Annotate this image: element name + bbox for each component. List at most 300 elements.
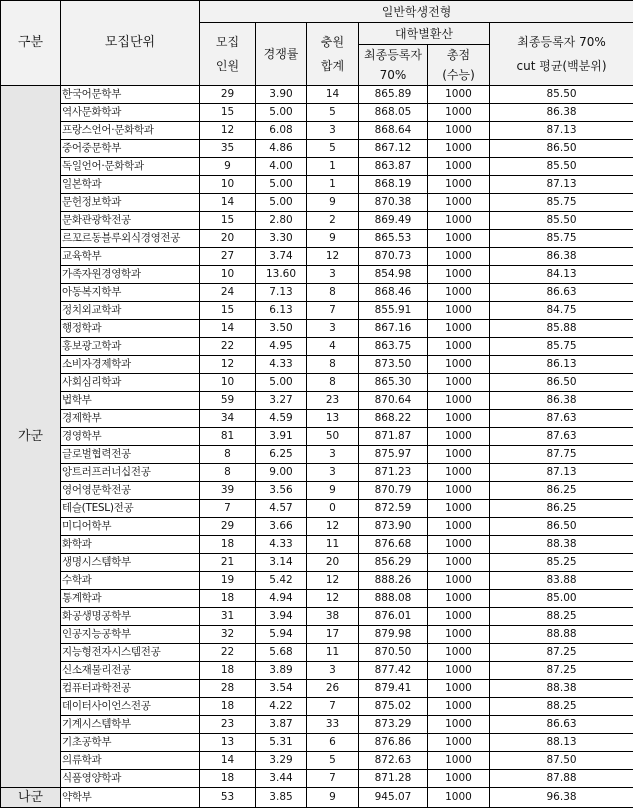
cell-percentile: 88.13	[490, 734, 633, 752]
cell-total-score: 1000	[428, 680, 490, 698]
cell-final-70: 856.29	[359, 554, 428, 572]
header-quota: 모집 인원	[200, 23, 256, 86]
table-row	[1, 446, 633, 464]
cell-final-70: 945.07	[359, 788, 428, 808]
header-unit: 모집단위	[61, 1, 200, 86]
cell-final-70: 879.41	[359, 680, 428, 698]
cell-unit: 역사문화학과	[61, 104, 200, 122]
cell-final-70: 868.64	[359, 122, 428, 140]
cell-quota: 22	[200, 338, 256, 356]
cell-percentile: 87.75	[490, 446, 633, 464]
cell-waitlist: 8	[307, 374, 359, 392]
cell-quota: 9	[200, 158, 256, 176]
cell-total-score: 1000	[428, 770, 490, 788]
cell-final-70: 870.38	[359, 194, 428, 212]
cell-total-score: 1000	[428, 176, 490, 194]
cell-final-70: 871.23	[359, 464, 428, 482]
cell-waitlist: 8	[307, 356, 359, 374]
cell-unit: 통계학과	[61, 590, 200, 608]
cell-waitlist: 3	[307, 662, 359, 680]
group-label: 가군	[1, 86, 61, 788]
header-final-70: 최종등록자 70%	[359, 45, 428, 86]
cell-percentile: 84.75	[490, 302, 633, 320]
table-row	[1, 266, 633, 284]
cell-competition: 3.50	[256, 320, 307, 338]
cell-percentile: 88.25	[490, 608, 633, 626]
cell-waitlist: 3	[307, 464, 359, 482]
cell-waitlist: 5	[307, 752, 359, 770]
cell-quota: 22	[200, 644, 256, 662]
cell-waitlist: 26	[307, 680, 359, 698]
cell-waitlist: 12	[307, 572, 359, 590]
header-waitlist: 충원 합계	[307, 23, 359, 86]
table-row	[1, 158, 633, 176]
cell-unit: 가족자원경영학과	[61, 266, 200, 284]
cell-unit: 신소재물리전공	[61, 662, 200, 680]
cell-percentile: 85.50	[490, 158, 633, 176]
table-row	[1, 428, 633, 446]
cell-quota: 10	[200, 266, 256, 284]
cell-competition: 3.90	[256, 86, 307, 104]
cell-percentile: 85.75	[490, 194, 633, 212]
cell-competition: 5.31	[256, 734, 307, 752]
table-row	[1, 662, 633, 680]
cell-unit: 경영학부	[61, 428, 200, 446]
cell-waitlist: 12	[307, 248, 359, 266]
table-row	[1, 140, 633, 158]
cell-final-70: 870.73	[359, 248, 428, 266]
cell-percentile: 86.38	[490, 248, 633, 266]
cell-quota: 23	[200, 716, 256, 734]
cell-competition: 5.00	[256, 374, 307, 392]
cell-total-score: 1000	[428, 194, 490, 212]
cell-final-70: 876.68	[359, 536, 428, 554]
cell-total-score: 1000	[428, 428, 490, 446]
cell-waitlist: 7	[307, 770, 359, 788]
table-row	[1, 680, 633, 698]
cell-final-70: 873.50	[359, 356, 428, 374]
cell-unit: 기초공학부	[61, 734, 200, 752]
cell-total-score: 1000	[428, 410, 490, 428]
cell-waitlist: 38	[307, 608, 359, 626]
cell-competition: 4.95	[256, 338, 307, 356]
cell-final-70: 869.49	[359, 212, 428, 230]
table-row	[1, 770, 633, 788]
cell-quota: 8	[200, 464, 256, 482]
cell-unit: 일본학과	[61, 176, 200, 194]
cell-competition: 6.08	[256, 122, 307, 140]
cell-percentile: 86.38	[490, 392, 633, 410]
cell-unit: 미디어학부	[61, 518, 200, 536]
cell-percentile: 96.38	[490, 788, 633, 808]
cell-percentile: 87.13	[490, 464, 633, 482]
cell-competition: 3.27	[256, 392, 307, 410]
cell-competition: 5.00	[256, 104, 307, 122]
cell-final-70: 868.19	[359, 176, 428, 194]
header-group: 구분	[1, 1, 61, 86]
cell-final-70: 888.26	[359, 572, 428, 590]
cell-competition: 4.57	[256, 500, 307, 518]
cell-waitlist: 0	[307, 500, 359, 518]
cell-competition: 5.94	[256, 626, 307, 644]
cell-quota: 39	[200, 482, 256, 500]
cell-percentile: 84.13	[490, 266, 633, 284]
table-row	[1, 338, 633, 356]
table-row	[1, 248, 633, 266]
cell-quota: 14	[200, 194, 256, 212]
cell-percentile: 85.50	[490, 212, 633, 230]
header-competition: 경쟁률	[256, 23, 307, 86]
table-row	[1, 374, 633, 392]
cell-unit: 경제학부	[61, 410, 200, 428]
cell-competition: 3.91	[256, 428, 307, 446]
cell-percentile: 88.38	[490, 536, 633, 554]
cell-final-70: 867.12	[359, 140, 428, 158]
cell-competition: 9.00	[256, 464, 307, 482]
cell-waitlist: 3	[307, 320, 359, 338]
cell-total-score: 1000	[428, 320, 490, 338]
cell-unit: 글로벌협력전공	[61, 446, 200, 464]
cell-percentile: 86.63	[490, 716, 633, 734]
cell-unit: 데이터사이언스전공	[61, 698, 200, 716]
cell-percentile: 86.50	[490, 518, 633, 536]
cell-unit: 인공지능공학부	[61, 626, 200, 644]
cell-final-70: 863.75	[359, 338, 428, 356]
cell-waitlist: 12	[307, 518, 359, 536]
cell-total-score: 1000	[428, 140, 490, 158]
cell-quota: 15	[200, 104, 256, 122]
cell-quota: 7	[200, 500, 256, 518]
cell-waitlist: 13	[307, 410, 359, 428]
table-row	[1, 536, 633, 554]
cell-total-score: 1000	[428, 482, 490, 500]
cell-final-70: 871.87	[359, 428, 428, 446]
cell-quota: 21	[200, 554, 256, 572]
cell-final-70: 871.28	[359, 770, 428, 788]
cell-competition: 3.56	[256, 482, 307, 500]
cell-competition: 4.94	[256, 590, 307, 608]
cell-percentile: 88.88	[490, 626, 633, 644]
cell-quota: 10	[200, 176, 256, 194]
cell-final-70: 868.46	[359, 284, 428, 302]
table-body	[1, 86, 633, 808]
cell-waitlist: 3	[307, 122, 359, 140]
cell-final-70: 888.08	[359, 590, 428, 608]
cell-quota: 13	[200, 734, 256, 752]
cell-final-70: 879.98	[359, 626, 428, 644]
cell-total-score: 1000	[428, 590, 490, 608]
cell-total-score: 1000	[428, 392, 490, 410]
cell-competition: 7.13	[256, 284, 307, 302]
cell-unit: 독일언어·문화학과	[61, 158, 200, 176]
cell-percentile: 85.75	[490, 230, 633, 248]
cell-final-70: 876.01	[359, 608, 428, 626]
table-row	[1, 734, 633, 752]
table-row	[1, 392, 633, 410]
cell-waitlist: 6	[307, 734, 359, 752]
cell-waitlist: 23	[307, 392, 359, 410]
cell-quota: 35	[200, 140, 256, 158]
cell-quota: 28	[200, 680, 256, 698]
table-row	[1, 176, 633, 194]
cell-waitlist: 50	[307, 428, 359, 446]
cell-competition: 3.44	[256, 770, 307, 788]
cell-competition: 4.86	[256, 140, 307, 158]
cell-competition: 4.59	[256, 410, 307, 428]
cell-waitlist: 7	[307, 698, 359, 716]
cell-percentile: 87.63	[490, 428, 633, 446]
table-row	[1, 482, 633, 500]
cell-unit: 법학부	[61, 392, 200, 410]
cell-waitlist: 2	[307, 212, 359, 230]
cell-percentile: 86.25	[490, 500, 633, 518]
cell-unit: 문화관광학전공	[61, 212, 200, 230]
cell-quota: 32	[200, 626, 256, 644]
cell-quota: 81	[200, 428, 256, 446]
cell-quota: 19	[200, 572, 256, 590]
cell-total-score: 1000	[428, 608, 490, 626]
cell-competition: 5.00	[256, 194, 307, 212]
cell-quota: 53	[200, 788, 256, 808]
cell-waitlist: 9	[307, 194, 359, 212]
header-univ-conversion: 대학별환산	[359, 23, 490, 45]
cell-percentile: 86.50	[490, 140, 633, 158]
cell-competition: 4.22	[256, 698, 307, 716]
cell-final-70: 865.30	[359, 374, 428, 392]
cell-quota: 15	[200, 212, 256, 230]
cell-percentile: 87.63	[490, 410, 633, 428]
cell-unit: 홍보광고학과	[61, 338, 200, 356]
table-row	[1, 122, 633, 140]
cell-final-70: 870.79	[359, 482, 428, 500]
cell-quota: 14	[200, 320, 256, 338]
cell-unit: 사회심리학과	[61, 374, 200, 392]
cell-unit: 아동복지학부	[61, 284, 200, 302]
table-row	[1, 320, 633, 338]
cell-unit: 지능형전자시스템전공	[61, 644, 200, 662]
cell-competition: 4.00	[256, 158, 307, 176]
cell-unit: 수학과	[61, 572, 200, 590]
cell-final-70: 875.97	[359, 446, 428, 464]
cell-quota: 29	[200, 518, 256, 536]
cell-unit: 르꼬르동블루외식경영전공	[61, 230, 200, 248]
cell-unit: 생명시스템학부	[61, 554, 200, 572]
cell-percentile: 86.38	[490, 104, 633, 122]
header-admission-type: 일반학생전형	[200, 1, 633, 23]
cell-total-score: 1000	[428, 788, 490, 808]
cell-final-70: 872.59	[359, 500, 428, 518]
cell-waitlist: 11	[307, 536, 359, 554]
cell-percentile: 87.50	[490, 752, 633, 770]
cell-unit: 약학부	[61, 788, 200, 808]
cell-total-score: 1000	[428, 554, 490, 572]
cell-unit: 행정학과	[61, 320, 200, 338]
cell-competition: 4.33	[256, 356, 307, 374]
table-row	[1, 86, 633, 104]
table-row	[1, 212, 633, 230]
cell-total-score: 1000	[428, 464, 490, 482]
cell-quota: 20	[200, 230, 256, 248]
table-row	[1, 104, 633, 122]
table-row	[1, 626, 633, 644]
cell-unit: 화공생명공학부	[61, 608, 200, 626]
cell-final-70: 868.22	[359, 410, 428, 428]
cell-percentile: 86.50	[490, 374, 633, 392]
header-percentile: 최종등록자 70% cut 평균(백분위)	[490, 23, 633, 86]
cell-waitlist: 4	[307, 338, 359, 356]
table-row	[1, 752, 633, 770]
cell-final-70: 868.05	[359, 104, 428, 122]
cell-quota: 34	[200, 410, 256, 428]
cell-unit: 프랑스언어·문화학과	[61, 122, 200, 140]
cell-waitlist: 3	[307, 446, 359, 464]
cell-competition: 3.14	[256, 554, 307, 572]
cell-quota: 18	[200, 698, 256, 716]
table-row	[1, 572, 633, 590]
table-row	[1, 302, 633, 320]
cell-quota: 18	[200, 536, 256, 554]
cell-final-70: 872.63	[359, 752, 428, 770]
cell-unit: 의류학과	[61, 752, 200, 770]
cell-unit: 식품영양학과	[61, 770, 200, 788]
cell-total-score: 1000	[428, 122, 490, 140]
cell-competition: 3.30	[256, 230, 307, 248]
cell-final-70: 870.64	[359, 392, 428, 410]
cell-quota: 15	[200, 302, 256, 320]
cell-waitlist: 20	[307, 554, 359, 572]
cell-percentile: 85.00	[490, 590, 633, 608]
cell-waitlist: 5	[307, 104, 359, 122]
cell-unit: 한국어문학부	[61, 86, 200, 104]
table-row	[1, 518, 633, 536]
cell-percentile: 87.13	[490, 122, 633, 140]
cell-quota: 18	[200, 662, 256, 680]
cell-total-score: 1000	[428, 104, 490, 122]
cell-competition: 6.25	[256, 446, 307, 464]
cell-total-score: 1000	[428, 374, 490, 392]
table-header	[1, 1, 633, 86]
cell-total-score: 1000	[428, 626, 490, 644]
cell-unit: 소비자경제학과	[61, 356, 200, 374]
table-row	[1, 500, 633, 518]
cell-final-70: 875.02	[359, 698, 428, 716]
cell-total-score: 1000	[428, 572, 490, 590]
cell-waitlist: 11	[307, 644, 359, 662]
cell-total-score: 1000	[428, 644, 490, 662]
cell-final-70: 863.87	[359, 158, 428, 176]
cell-percentile: 88.25	[490, 698, 633, 716]
cell-waitlist: 1	[307, 158, 359, 176]
cell-unit: 테슬(TESL)전공	[61, 500, 200, 518]
table-row	[1, 716, 633, 734]
cell-final-70: 865.53	[359, 230, 428, 248]
cell-waitlist: 9	[307, 230, 359, 248]
cell-percentile: 85.75	[490, 338, 633, 356]
cell-final-70: 876.86	[359, 734, 428, 752]
cell-quota: 59	[200, 392, 256, 410]
cell-quota: 12	[200, 122, 256, 140]
header-total-score: 총점 (수능)	[428, 45, 490, 86]
cell-total-score: 1000	[428, 500, 490, 518]
cell-quota: 27	[200, 248, 256, 266]
cell-total-score: 1000	[428, 86, 490, 104]
table-row	[1, 410, 633, 428]
table-row	[1, 644, 633, 662]
cell-final-70: 870.50	[359, 644, 428, 662]
cell-percentile: 86.13	[490, 356, 633, 374]
cell-quota: 14	[200, 752, 256, 770]
cell-total-score: 1000	[428, 752, 490, 770]
cell-competition: 2.80	[256, 212, 307, 230]
cell-competition: 6.13	[256, 302, 307, 320]
cell-percentile: 88.38	[490, 680, 633, 698]
table-row	[1, 230, 633, 248]
cell-final-70: 854.98	[359, 266, 428, 284]
cell-competition: 4.33	[256, 536, 307, 554]
cell-competition: 13.60	[256, 266, 307, 284]
cell-unit: 교육학부	[61, 248, 200, 266]
cell-percentile: 85.50	[490, 86, 633, 104]
cell-waitlist: 3	[307, 266, 359, 284]
table-row	[1, 590, 633, 608]
table-row	[1, 284, 633, 302]
cell-waitlist: 12	[307, 590, 359, 608]
cell-final-70: 865.89	[359, 86, 428, 104]
cell-unit: 영어영문학전공	[61, 482, 200, 500]
cell-total-score: 1000	[428, 212, 490, 230]
cell-waitlist: 5	[307, 140, 359, 158]
cell-total-score: 1000	[428, 338, 490, 356]
cell-unit: 화학과	[61, 536, 200, 554]
cell-quota: 8	[200, 446, 256, 464]
cell-final-70: 855.91	[359, 302, 428, 320]
cell-quota: 18	[200, 590, 256, 608]
cell-competition: 3.87	[256, 716, 307, 734]
cell-competition: 5.42	[256, 572, 307, 590]
cell-waitlist: 17	[307, 626, 359, 644]
cell-competition: 3.54	[256, 680, 307, 698]
cell-quota: 24	[200, 284, 256, 302]
cell-competition: 3.29	[256, 752, 307, 770]
cell-waitlist: 9	[307, 788, 359, 808]
cell-quota: 10	[200, 374, 256, 392]
cell-competition: 3.94	[256, 608, 307, 626]
cell-unit: 문헌정보학과	[61, 194, 200, 212]
cell-total-score: 1000	[428, 662, 490, 680]
cell-total-score: 1000	[428, 248, 490, 266]
table-row	[1, 788, 633, 808]
table-row	[1, 356, 633, 374]
cell-quota: 29	[200, 86, 256, 104]
cell-total-score: 1000	[428, 158, 490, 176]
table-row	[1, 464, 633, 482]
cell-competition: 5.68	[256, 644, 307, 662]
cell-final-70: 867.16	[359, 320, 428, 338]
cell-total-score: 1000	[428, 266, 490, 284]
cell-total-score: 1000	[428, 716, 490, 734]
cell-total-score: 1000	[428, 518, 490, 536]
table-row	[1, 698, 633, 716]
cell-competition: 3.66	[256, 518, 307, 536]
cell-waitlist: 7	[307, 302, 359, 320]
cell-quota: 18	[200, 770, 256, 788]
cell-unit: 정치외교학과	[61, 302, 200, 320]
group-label: 나군	[1, 788, 61, 808]
cell-percentile: 87.13	[490, 176, 633, 194]
cell-competition: 3.89	[256, 662, 307, 680]
cell-percentile: 85.88	[490, 320, 633, 338]
cell-unit: 앙트러프러너십전공	[61, 464, 200, 482]
